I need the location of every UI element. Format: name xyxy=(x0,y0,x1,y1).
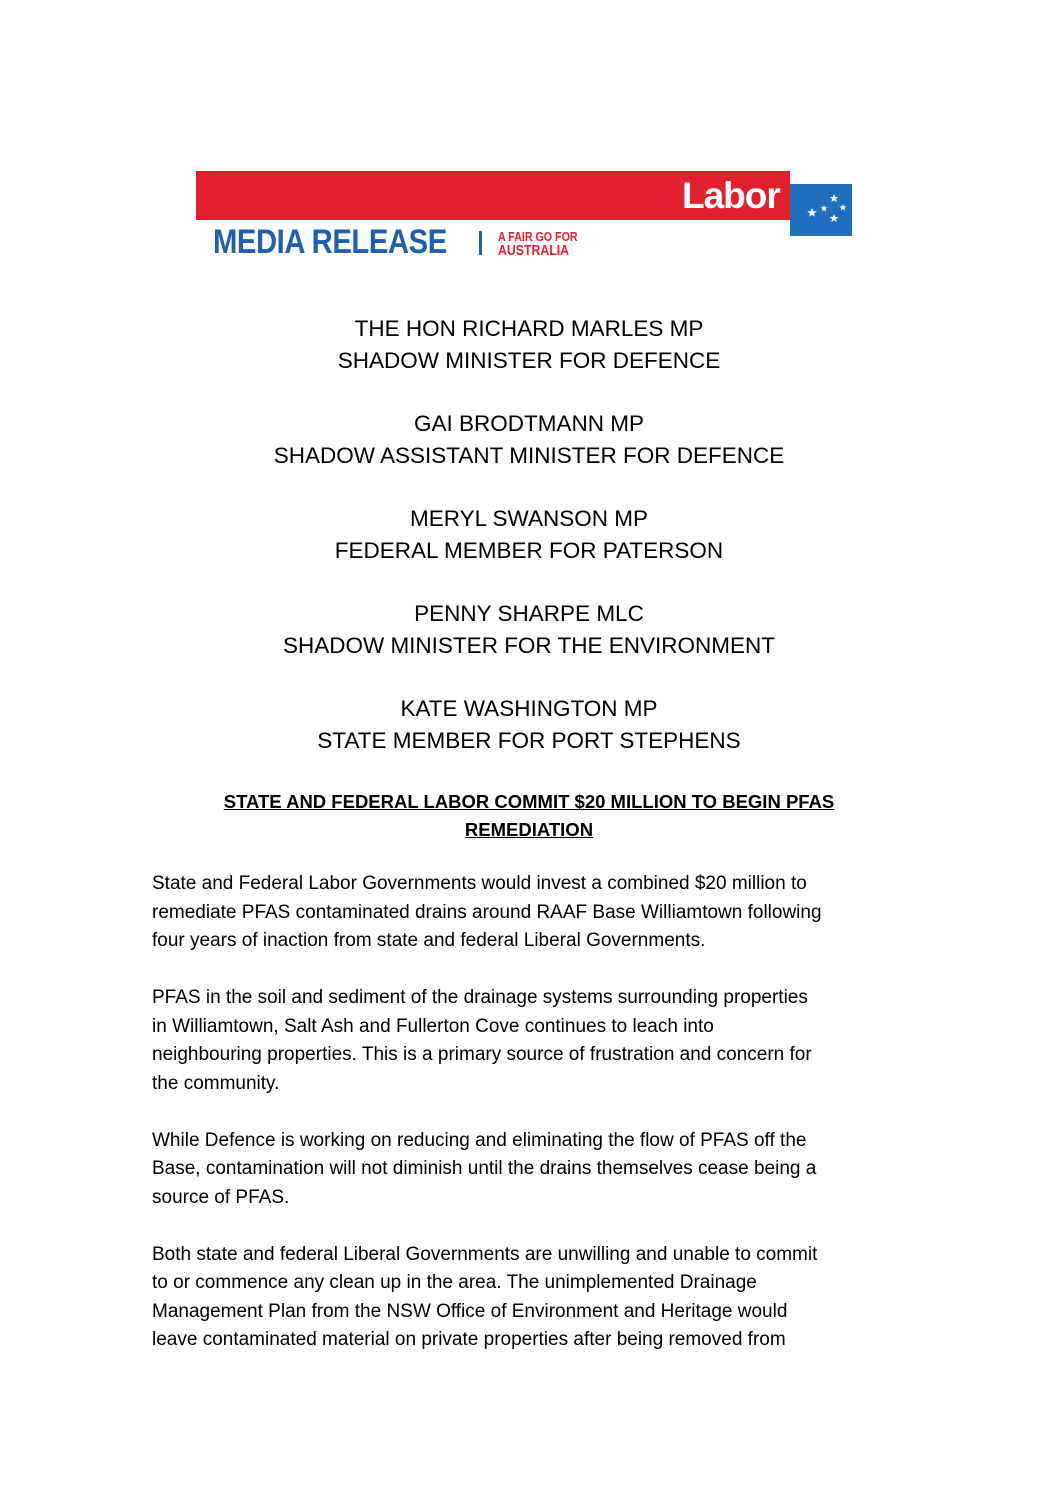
paragraph-line: source of PFAS. xyxy=(152,1186,290,1208)
speaker-block xyxy=(0,503,1058,567)
labor-logo-text: Labor xyxy=(682,175,780,216)
headline-line1: STATE AND FEDERAL LABOR COMMIT $20 MILLION TO BEGIN PFAS xyxy=(223,791,835,812)
speaker-title: SHADOW ASSISTANT MINISTER FOR DEFENCE xyxy=(273,443,785,468)
speaker-title: SHADOW MINISTER FOR THE ENVIRONMENT xyxy=(282,633,776,658)
paragraph-line: in Williamtown, Salt Ash and Fullerton Cove continues to leach into xyxy=(152,1015,714,1037)
speaker-block xyxy=(0,693,1058,757)
paragraph-line: remediate PFAS contaminated drains around RAAF Base Williamtown following xyxy=(152,901,822,923)
paragraph-line: to or commence any clean up in the area. The unimplemented Drainage xyxy=(152,1272,757,1293)
paragraph-line: four years of inaction from state and federal Liberal Governments. xyxy=(152,930,706,951)
paragraph xyxy=(152,1127,922,1213)
paragraph-line: Both state and federal Liberal Governments are unwilling and unable to commit xyxy=(152,1243,818,1265)
speaker-title: FEDERAL MEMBER FOR PATERSON xyxy=(334,538,724,563)
headline-line2: REMEDIATION xyxy=(464,819,594,840)
paragraph xyxy=(152,984,922,1098)
media-release-title: MEDIA RELEASE xyxy=(213,223,447,261)
headline xyxy=(140,788,918,844)
speaker-name: KATE WASHINGTON MP xyxy=(400,696,658,721)
speaker-block xyxy=(0,313,1058,377)
paragraph-line: Base, contamination will not diminish until the drains themselves cease being a xyxy=(152,1158,817,1179)
speaker-block xyxy=(0,408,1058,472)
speaker-title: STATE MEMBER FOR PORT STEPHENS xyxy=(317,728,741,753)
speakers-list xyxy=(0,313,1058,788)
speaker-name: MERYL SWANSON MP xyxy=(410,506,648,531)
speaker-title: SHADOW MINISTER FOR DEFENCE xyxy=(337,348,721,373)
paragraph-line: the community. xyxy=(152,1072,280,1094)
tagline-line1: A FAIR GO FOR xyxy=(498,229,578,244)
paragraph xyxy=(152,1241,922,1355)
paragraph-line: PFAS in the soil and sediment of the drainage systems surrounding properties xyxy=(152,987,808,1008)
southern-cross-flag-icon xyxy=(790,184,852,236)
paragraph xyxy=(152,870,922,956)
paragraph-line: neighbouring properties. This is a primary source of frustration and concern for xyxy=(152,1044,812,1065)
speaker-block xyxy=(0,598,1058,662)
speaker-name: THE HON RICHARD MARLES MP xyxy=(354,316,704,341)
paragraph-line: State and Federal Labor Governments would invest a combined $20 million to xyxy=(152,873,807,894)
article-body xyxy=(152,870,922,1383)
speaker-name: PENNY SHARPE MLC xyxy=(414,601,644,626)
paragraph-line: Management Plan from the NSW Office of Environment and Heritage would xyxy=(152,1300,788,1322)
banner-divider xyxy=(479,231,482,255)
paragraph-line: leave contaminated material on private properties after being removed from xyxy=(152,1329,786,1350)
tagline xyxy=(498,230,578,258)
paragraph-line: While Defence is working on reducing and eliminating the flow of PFAS off the xyxy=(152,1129,807,1151)
media-release-banner xyxy=(196,171,852,263)
speaker-name: GAI BRODTMANN MP xyxy=(413,411,644,436)
tagline-line2: AUSTRALIA xyxy=(498,242,570,259)
